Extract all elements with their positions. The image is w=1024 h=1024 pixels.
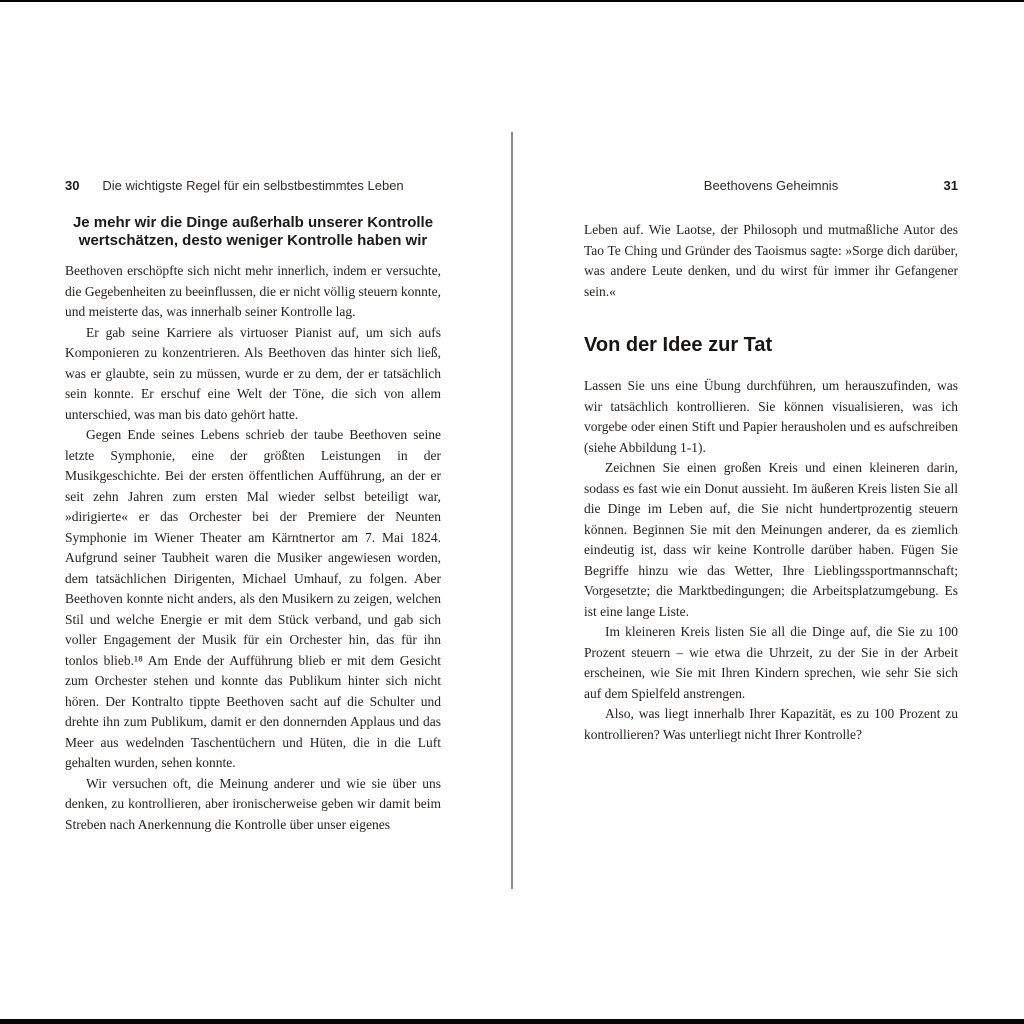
top-border bbox=[0, 0, 1024, 2]
page-number-right: 31 bbox=[943, 178, 958, 193]
bottom-border bbox=[0, 1019, 1024, 1024]
running-head-right bbox=[584, 178, 958, 194]
running-head-title-left: Die wichtigste Regel für ein selbstbestimmtes Leben bbox=[102, 178, 404, 193]
chapter-heading-line-2: wertschätzen, desto weniger Kontrolle haben wir bbox=[78, 231, 428, 249]
page-right bbox=[584, 178, 958, 745]
paragraph: Lassen Sie uns eine Übung durchführen, um herauszufinden, was wir tatsächlich kontrollieren. Sie können visualisieren, was ich vorgebe oder einen Stift und Papier herausholen und es aufschreiben (siehe Abbildung 1-1). bbox=[584, 378, 958, 455]
page-left bbox=[65, 178, 441, 835]
body-text-right-bottom bbox=[584, 376, 958, 745]
page-divider bbox=[511, 132, 513, 889]
running-head-left bbox=[65, 178, 441, 194]
page-number-left: 30 bbox=[65, 178, 80, 193]
body-text-left bbox=[65, 261, 441, 835]
chapter-heading-line-1: Je mehr wir die Dinge außerhalb unserer Kontrolle bbox=[72, 214, 434, 231]
paragraph: Beethoven erschöpfte sich nicht mehr innerlich, indem er versuchte, die Gegebenheiten zu beeinflussen, die er nicht völlig steuern konnte, und meisterte das, was innerhalb seiner Kontrolle lag. bbox=[65, 263, 442, 319]
paragraph: Er gab seine Karriere als virtuoser Pianist auf, um sich aufs Komponieren zu konzentrieren. Als Beethoven das hinter sich ließ, was er glaubte, sein zu müssen, wurde er zu dem, der er tatsächlich sein konnte. Er erschuf eine Welt der Töne, die sich von allem unterschied, was man bis dato gehört hatte. bbox=[65, 324, 441, 422]
body-text-right-top bbox=[584, 220, 958, 302]
chapter-heading bbox=[65, 214, 441, 249]
section-heading: Von der Idee zur Tat bbox=[584, 334, 773, 356]
paragraph: Wir versuchen oft, die Meinung anderer und wie sie über uns denken, zu kontrollieren, aber ironischerweise geben wir damit beim Streben nach Anerkennung die Kontrolle über unser eigenes bbox=[65, 775, 441, 832]
paragraph: Gegen Ende seines Lebens schrieb der taube Beethoven seine letzte Symphonie, eine der größten Leistungen in der Musikgeschichte. Bei der ersten öffentlichen Aufführung, an der er seit zehn Jahren zum ersten Mal wieder selbst beteiligt war, »dirigierte« er das Orchester bei der Premiere der Neunten Symphonie im Wiener Theater am Kärntnertor am 7. Mai 1824. Aufgrund seiner Taubheit waren die Musiker angewiesen worden, dem tatsächlichen Dirigenten, Michael Umhauf, zu folgen. Aber Beethoven konnte nicht anders, als den Musikern zu zeigen, welchen Stil und welche Energie er mit dem Stück verband, und gab sich voller Engagement der Musik für ein Orchester hin, das für ihn tonlos blieb.¹⁸ Am Ende der Aufführung blieb er mit dem Gesicht zum Orchester stehen und konnte das Publikum hinter sich nicht hören. Der Kontralto tippte Beethoven sacht auf die Schulter und drehte ihn zum Publikum, damit er den donnernden Applaus und das Meer aus wedelnden Taschentüchern und Hüten, die in die Luft gehalten wurden, sehen konnte. bbox=[65, 427, 441, 770]
paragraph: Leben auf. Wie Laotse, der Philosoph und mutmaßliche Autor des Tao Te Ching und Gründer des Taoismus sagte: »Sorge dich darüber, was andere Leute denken, und du wirst für immer ihr Gefangener sein.« bbox=[584, 222, 958, 299]
running-head-title-right: Beethovens Geheimnis bbox=[703, 178, 839, 193]
paragraph: Zeichnen Sie einen großen Kreis und einen kleineren darin, sodass es fast wie ein Donut aussieht. Im äußeren Kreis listen Sie all die Dinge im Leben auf, die Sie nicht hundertprozentig steuern können. Beginnen Sie mit den Meinungen anderer, da es ziemlich eindeutig ist, dass wir keine Kontrolle darüber haben. Fügen Sie Begriffe hinzu wie das Wetter, Ihre Lieblingssportmannschaft; Vorgesetzte; die Marktbedingungen; die Arbeitsplatzumgebung. Es ist eine lange Liste. bbox=[584, 460, 958, 619]
paragraph: Also, was liegt innerhalb Ihrer Kapazität, es zu 100 Prozent zu kontrollieren? Was unterliegt nicht Ihrer Kontrolle? bbox=[584, 706, 958, 742]
paragraph: Im kleineren Kreis listen Sie all die Dinge auf, die Sie zu 100 Prozent steuern – wie etwa die Uhrzeit, zu der Sie in der Arbeit erscheinen, wie Sie mit Ihren Kindern sprechen, wie sehr Sie sich auf dem Spielfeld anstrengen. bbox=[584, 624, 958, 701]
